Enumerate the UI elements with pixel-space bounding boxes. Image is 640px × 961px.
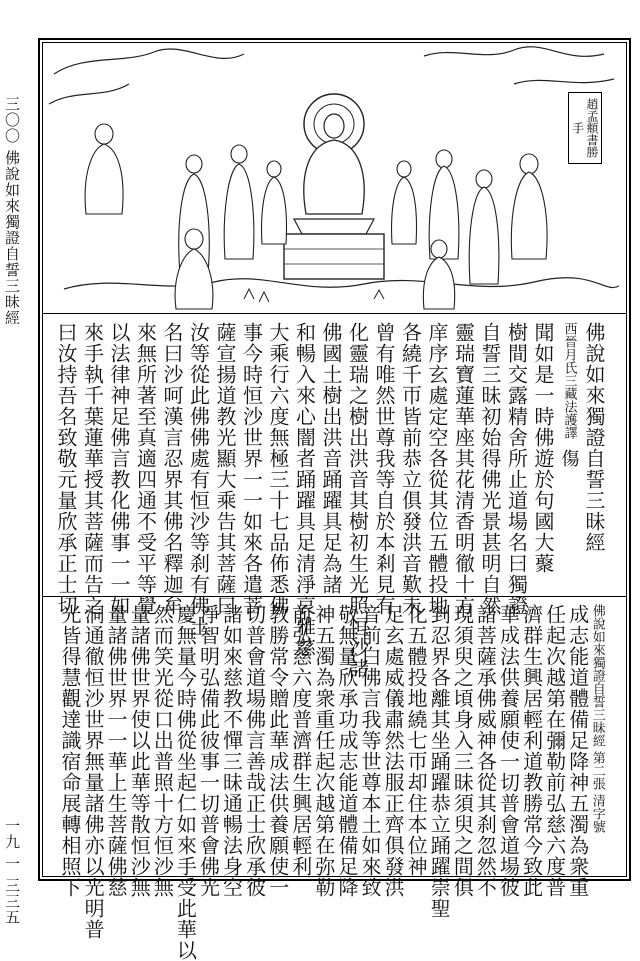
text-column: 任起次越第在彌勒前弘慈六度普 xyxy=(542,604,567,898)
text-column: 各繞千帀皆前恭立俱發洪音歎未 xyxy=(398,322,423,616)
attendant-head xyxy=(476,170,492,188)
text-column: 大乘行六度無極三十七品佈悉佛 xyxy=(266,322,290,616)
text-column: 成志能道體備足降神五濁為衆重 xyxy=(565,604,590,898)
text-column: 洞通徹恒沙世界無量諸佛亦以光明普 xyxy=(81,604,106,940)
text-column: 然而笑光從口出普照十方恒沙無 xyxy=(150,604,175,898)
attendant-head xyxy=(397,161,411,177)
attendant-robe xyxy=(469,187,499,284)
margin-title: 三〇〇 佛說如來獨證自誓三昧經 xyxy=(3,96,21,326)
translator-credit: 西晉月氏三藏法護譯 xyxy=(561,322,577,439)
text-column: 來手執千葉蓮華授其菩薩而告之 xyxy=(80,322,105,616)
page-header-label: 佛說如來獨證自誓三昧經 第二張 清字號 xyxy=(589,604,605,834)
cloud-line xyxy=(424,47,604,57)
text-column: 前弘慈六度普濟群生興居輕利 xyxy=(288,604,313,877)
text-column: 濟群生興居輕利道教勝常今致此 xyxy=(519,604,544,898)
translator-mark: 傷 xyxy=(558,449,580,467)
attendant-head xyxy=(186,155,202,173)
text-column: 光皆得慧觀達識宿命展轉相照下 xyxy=(58,604,82,898)
text-column: 諸如來慈教不憚三昧通暢法身空 xyxy=(219,604,244,898)
sutra-title: 佛說如來獨證自誓三昧經 xyxy=(582,322,606,553)
flower-detail xyxy=(374,290,384,299)
text-column: 敬無量欣承功成志能道體備足降 xyxy=(334,604,359,898)
text-column: 到忍界各離其坐踊躍恭立踊躍崇聖 xyxy=(427,604,452,919)
guardian-robe xyxy=(511,172,547,259)
monk-head xyxy=(431,240,447,258)
text-column: 化五體投地繞七帀却住本位神 xyxy=(404,604,429,877)
guardian-robe xyxy=(85,144,123,214)
buddha-assembly-illustration xyxy=(44,44,625,312)
text-column: 佛國土樹出洪音踊躍具足為諸 xyxy=(319,322,343,595)
text-column: 現須臾之頃身入三昧須臾之間俱 xyxy=(450,604,475,898)
margin-page-number: 一九 一 三三五 xyxy=(3,818,21,926)
text-column: 以法律神足佛言教化佛事一一如 xyxy=(107,322,131,616)
cloud-line xyxy=(54,49,244,74)
text-column: 足玄處威儀肅然法服正齊俱發洪 xyxy=(381,604,406,898)
text-section-2 xyxy=(58,604,605,961)
text-column: 慶無量今時佛從坐起仁如來手受此華以 xyxy=(173,604,198,961)
text-column: 汝等從此佛佛處有恒沙等刹有佛土 xyxy=(186,322,211,637)
section-divider xyxy=(42,313,627,314)
text-column: 名曰沙呵漢言忍界其佛名釋迦牟 xyxy=(160,322,184,616)
throne xyxy=(284,234,384,279)
text-column: 聞如是一時佛遊於句國大藂 xyxy=(531,322,555,574)
text-column: 切普會道場佛言善哉正士欣承彼 xyxy=(242,604,267,898)
attendant-head xyxy=(231,145,247,163)
text-column: 曰汝持吾名致敬元量欣承正士切 xyxy=(54,322,78,616)
text-column: 樹間交露精舍所止道場名曰獨證 xyxy=(504,322,529,616)
text-column: 教勝常令贈此華成法供養願使一 xyxy=(265,604,290,898)
lotus-seat xyxy=(294,219,374,234)
cloud-line xyxy=(49,84,129,104)
attendant-head xyxy=(267,161,281,177)
cloud-line xyxy=(514,79,614,84)
text-column: 諸菩薩承佛威神各從其刹忽然不 xyxy=(473,604,498,898)
text-column: 曾有唯然世尊我等自於本剎見有 xyxy=(372,322,396,616)
text-column: 靈瑞寶蓮華座其花清香明徹十方 xyxy=(451,322,476,616)
text-column: 自誓三昧初始得佛光景甚明自然 xyxy=(478,322,502,616)
guardian-head xyxy=(520,154,538,174)
buddha-head xyxy=(324,114,344,138)
text-column: 華成法供養願使一切普會道場彼 xyxy=(496,604,521,898)
text-section-1 xyxy=(54,322,606,679)
flower-detail xyxy=(244,289,269,302)
text-column: 薩宣揚道教光顯大乘告其菩薩曰 xyxy=(213,322,237,616)
guardian-head xyxy=(95,124,113,144)
monk-robe xyxy=(423,257,454,309)
text-column: 來無所著至真適四通不受平等覺 xyxy=(133,322,158,616)
translator-line xyxy=(560,322,578,590)
illustration-cartouche: 趙孟頫書勝手 xyxy=(568,92,602,164)
text-column: 化靈瑞之樹出洪音其樹初生光照恒沙諸 xyxy=(345,322,370,679)
text-column: 和暢入來心闇者踊躍具足清淨哀雅慈 xyxy=(292,322,317,658)
attendant-head xyxy=(436,150,452,168)
attendant-robe xyxy=(392,177,417,244)
attendant-robe xyxy=(262,177,287,244)
monk-head xyxy=(185,229,203,249)
text-column: 淨智明弘備此彼事一切普會佛光 xyxy=(196,604,221,898)
buddha-robe xyxy=(304,140,364,214)
text-column: 神五濁為衆重任起次越第在弥勒 xyxy=(311,604,336,898)
text-column: 事今時恒沙世界一一如來各遣菩 xyxy=(239,322,264,616)
text-column: 庠序玄處定空各從其位五體投地 xyxy=(425,322,449,616)
text-column: 量諸佛世界一一華上生菩薩佛慈 xyxy=(104,604,129,898)
illustration-drawing xyxy=(44,44,625,312)
text-column: 量諸佛世界使以此華等散恒沙無 xyxy=(127,604,152,898)
text-column: 音前白佛言我等世尊本土如來致 xyxy=(358,604,383,898)
attendant-robe xyxy=(224,164,254,259)
